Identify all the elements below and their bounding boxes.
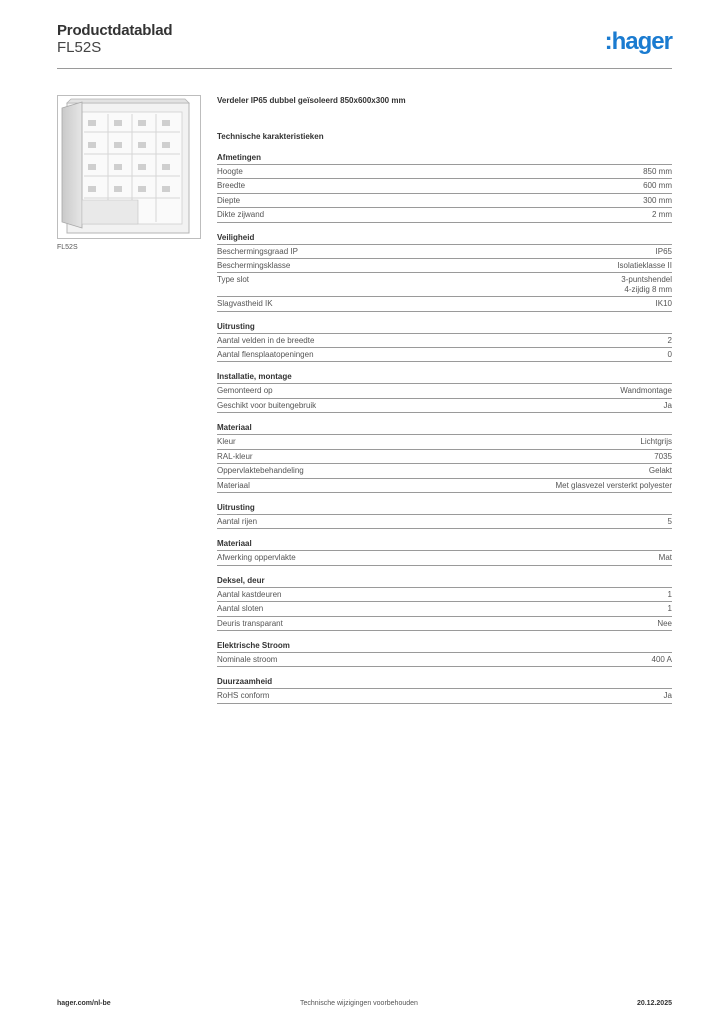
spec-section: [217, 576, 672, 631]
spec-row: [217, 479, 672, 493]
header-divider: [57, 68, 672, 69]
spec-value: 7035: [654, 451, 672, 461]
spec-value: 2 mm: [652, 210, 672, 220]
spec-label: Oppervlaktebehandeling: [217, 466, 304, 476]
spec-value: 2: [667, 335, 672, 345]
image-caption: FL52S: [57, 244, 78, 251]
spec-value: IK10: [655, 299, 672, 309]
spec-section: [217, 372, 672, 413]
spec-section: [217, 677, 672, 703]
spec-section: [217, 641, 672, 667]
spec-row: [217, 208, 672, 222]
spec-row: [217, 334, 672, 348]
spec-label: Diepte: [217, 195, 241, 205]
spec-label: Breedte: [217, 181, 246, 191]
spec-row: [217, 588, 672, 602]
spec-row: [217, 689, 672, 703]
spec-label: Slagvastheid IK: [217, 299, 273, 309]
spec-row: [217, 165, 672, 179]
distribution-cabinet-photo-icon: [58, 96, 200, 238]
spec-row: [217, 464, 672, 478]
spec-label: Afwerking oppervlakte: [217, 553, 296, 563]
spec-section: [217, 153, 672, 223]
spec-label: Gemonteerd op: [217, 386, 273, 396]
spec-sections: [217, 153, 672, 704]
section-title: Afmetingen: [217, 153, 672, 165]
spec-label: RAL-kleur: [217, 451, 253, 461]
spec-value: 5: [667, 516, 672, 526]
spec-row: [217, 399, 672, 413]
spec-label: Beschermingsgraad IP: [217, 246, 298, 256]
spec-value: Mat: [658, 553, 672, 563]
spec-section: [217, 233, 672, 312]
spec-row: [217, 450, 672, 464]
spec-value: Gelakt: [648, 466, 672, 476]
section-title: Installatie, montage: [217, 372, 672, 384]
spec-value: Ja: [663, 400, 672, 410]
footer-date: 20.12.2025: [636, 1000, 672, 1007]
footer: [57, 1000, 672, 1010]
spec-label: RoHS conform: [217, 691, 270, 701]
spec-row: [217, 617, 672, 631]
spec-row: [217, 435, 672, 449]
spec-value: Lichtgrijs: [640, 437, 672, 447]
spec-value: 400 A: [651, 654, 672, 664]
section-title: Deksel, deur: [217, 576, 672, 588]
spec-label: Type slot: [217, 275, 250, 285]
spec-label: Kleur: [217, 437, 236, 447]
spec-row: [217, 245, 672, 259]
spec-row: [217, 515, 672, 529]
spec-label: Dikte zijwand: [217, 210, 265, 220]
spec-label: Aantal velden in de breedte: [217, 335, 315, 345]
spec-value: 850 mm: [643, 167, 672, 176]
spec-label: Beschermingsklasse: [217, 261, 291, 271]
spec-value: 600 mm: [643, 181, 672, 191]
hager-logo: :hager: [604, 28, 672, 55]
spec-value: 300 mm: [643, 195, 672, 205]
spec-label: Aantal sloten: [217, 604, 264, 614]
technical-characteristics-title: Technische karakteristieken: [217, 132, 324, 141]
spec-section: [217, 539, 672, 565]
spec-row: [217, 194, 672, 208]
spec-row: [217, 297, 672, 311]
spec-row: [217, 348, 672, 362]
spec-label: Hoogte: [217, 167, 243, 176]
section-title: Materiaal: [217, 423, 672, 435]
spec-section: [217, 503, 672, 529]
spec-row: [217, 653, 672, 667]
spec-row: [217, 259, 672, 273]
spec-row: [217, 384, 672, 398]
section-title: Veiligheid: [217, 233, 672, 245]
spec-label: Geschikt voor buitengebruik: [217, 400, 317, 410]
section-title: Uitrusting: [217, 503, 672, 515]
spec-value: 0: [667, 350, 672, 360]
document-title: Productdatablad: [57, 22, 173, 39]
spec-label: Aantal kastdeuren: [217, 589, 282, 599]
spec-row: [217, 273, 672, 297]
spec-value: Nee: [657, 618, 672, 628]
spec-label: Aantal rijen: [217, 516, 258, 526]
section-title: Materiaal: [217, 539, 672, 551]
spec-value: 1: [667, 589, 672, 599]
spec-value: 1: [667, 604, 672, 614]
footer-disclaimer: Technische wijzigingen voorbehouden: [300, 1000, 418, 1007]
spec-label: Aantal flensplaatopeningen: [217, 350, 314, 360]
footer-website: hager.com/nl-be: [57, 1000, 111, 1007]
spec-row: [217, 179, 672, 193]
spec-row: [217, 602, 672, 616]
spec-label: Nominale stroom: [217, 654, 278, 664]
product-image: [57, 95, 201, 239]
specifications-panel: [217, 95, 672, 714]
spec-value: Ja: [663, 691, 672, 701]
product-code: FL52S: [57, 39, 102, 56]
spec-section: [217, 322, 672, 363]
section-title: Duurzaamheid: [217, 677, 672, 689]
spec-row: [217, 551, 672, 565]
product-name: Verdeler IP65 dubbel geïsoleerd 850x600x300 mm: [217, 96, 406, 105]
spec-label: Deuris transparant: [217, 618, 283, 628]
spec-section: [217, 423, 672, 493]
section-title: Elektrische Stroom: [217, 641, 672, 653]
section-title: Uitrusting: [217, 322, 672, 334]
spec-value: 3-puntshendel 4-zijdig 8 mm: [621, 275, 672, 294]
spec-value: Wandmontage: [620, 386, 672, 396]
spec-value: IP65: [655, 246, 672, 256]
spec-label: Materiaal: [217, 480, 250, 490]
spec-value: Met glasvezel versterkt polyester: [555, 480, 672, 490]
spec-value: Isolatieklasse II: [617, 261, 672, 271]
